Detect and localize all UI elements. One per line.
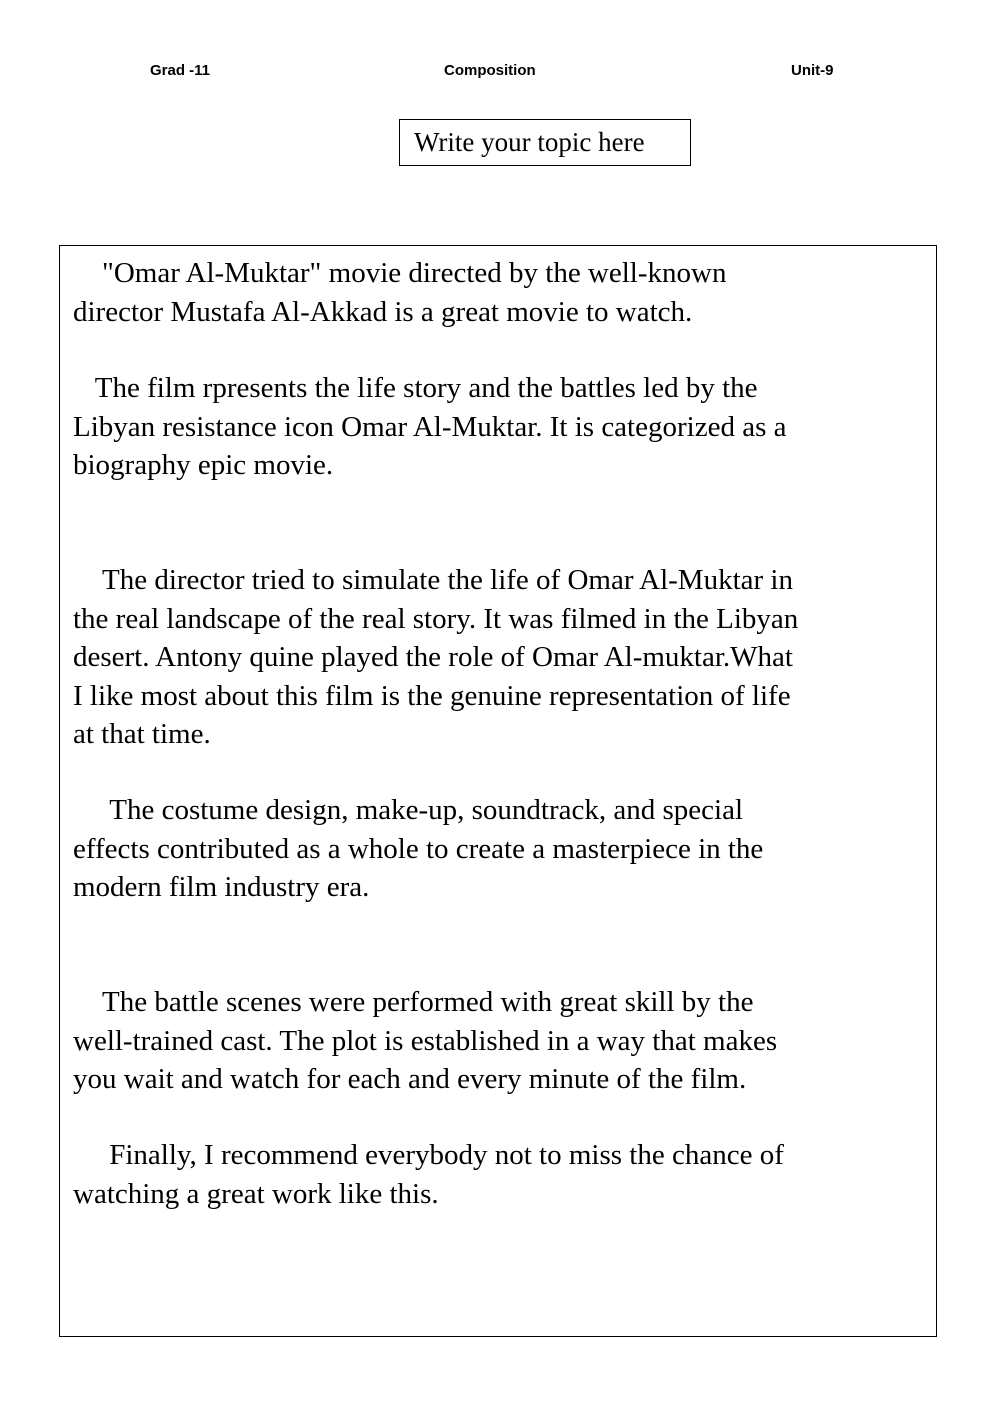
topic-box: Write your topic here [399,119,691,166]
essay-paragraph-4: The costume design, make-up, soundtrack, and special effects contributed as a whole to create a masterpiece in the modern film industry era. [73,794,764,903]
essay-paragraph-2: The film rpresents the life story and the battles led by the Libyan resistance icon Omar Al-Muktar. It is categorized as a biography epic movie. [73,372,787,481]
unit-label: Unit-9 [791,62,834,79]
subject-label: Composition [444,62,536,79]
grade-label: Grad -11 [150,62,211,79]
essay-paragraph-3: The director tried to simulate the life of Omar Al-Muktar in the real landscape of the real story. It was filmed in the Libyan desert. Antony quine played the role of Omar Al-muktar.What I like most about this film is the genuine representation of life at that time. [73,564,799,750]
essay-paragraph-5: The battle scenes were performed with great skill by the well-trained cast. The plot is established in a way that makes you wait and watch for each and every minute of the film. [73,986,778,1095]
essay-box [59,245,937,1337]
essay-paragraph-6: Finally, I recommend everybody not to miss the chance of watching a great work like this. [73,1139,784,1210]
essay-paragraph-1: "Omar Al-Muktar" movie directed by the well-known director Mustafa Al-Akkad is a great movie to watch. [73,257,727,328]
